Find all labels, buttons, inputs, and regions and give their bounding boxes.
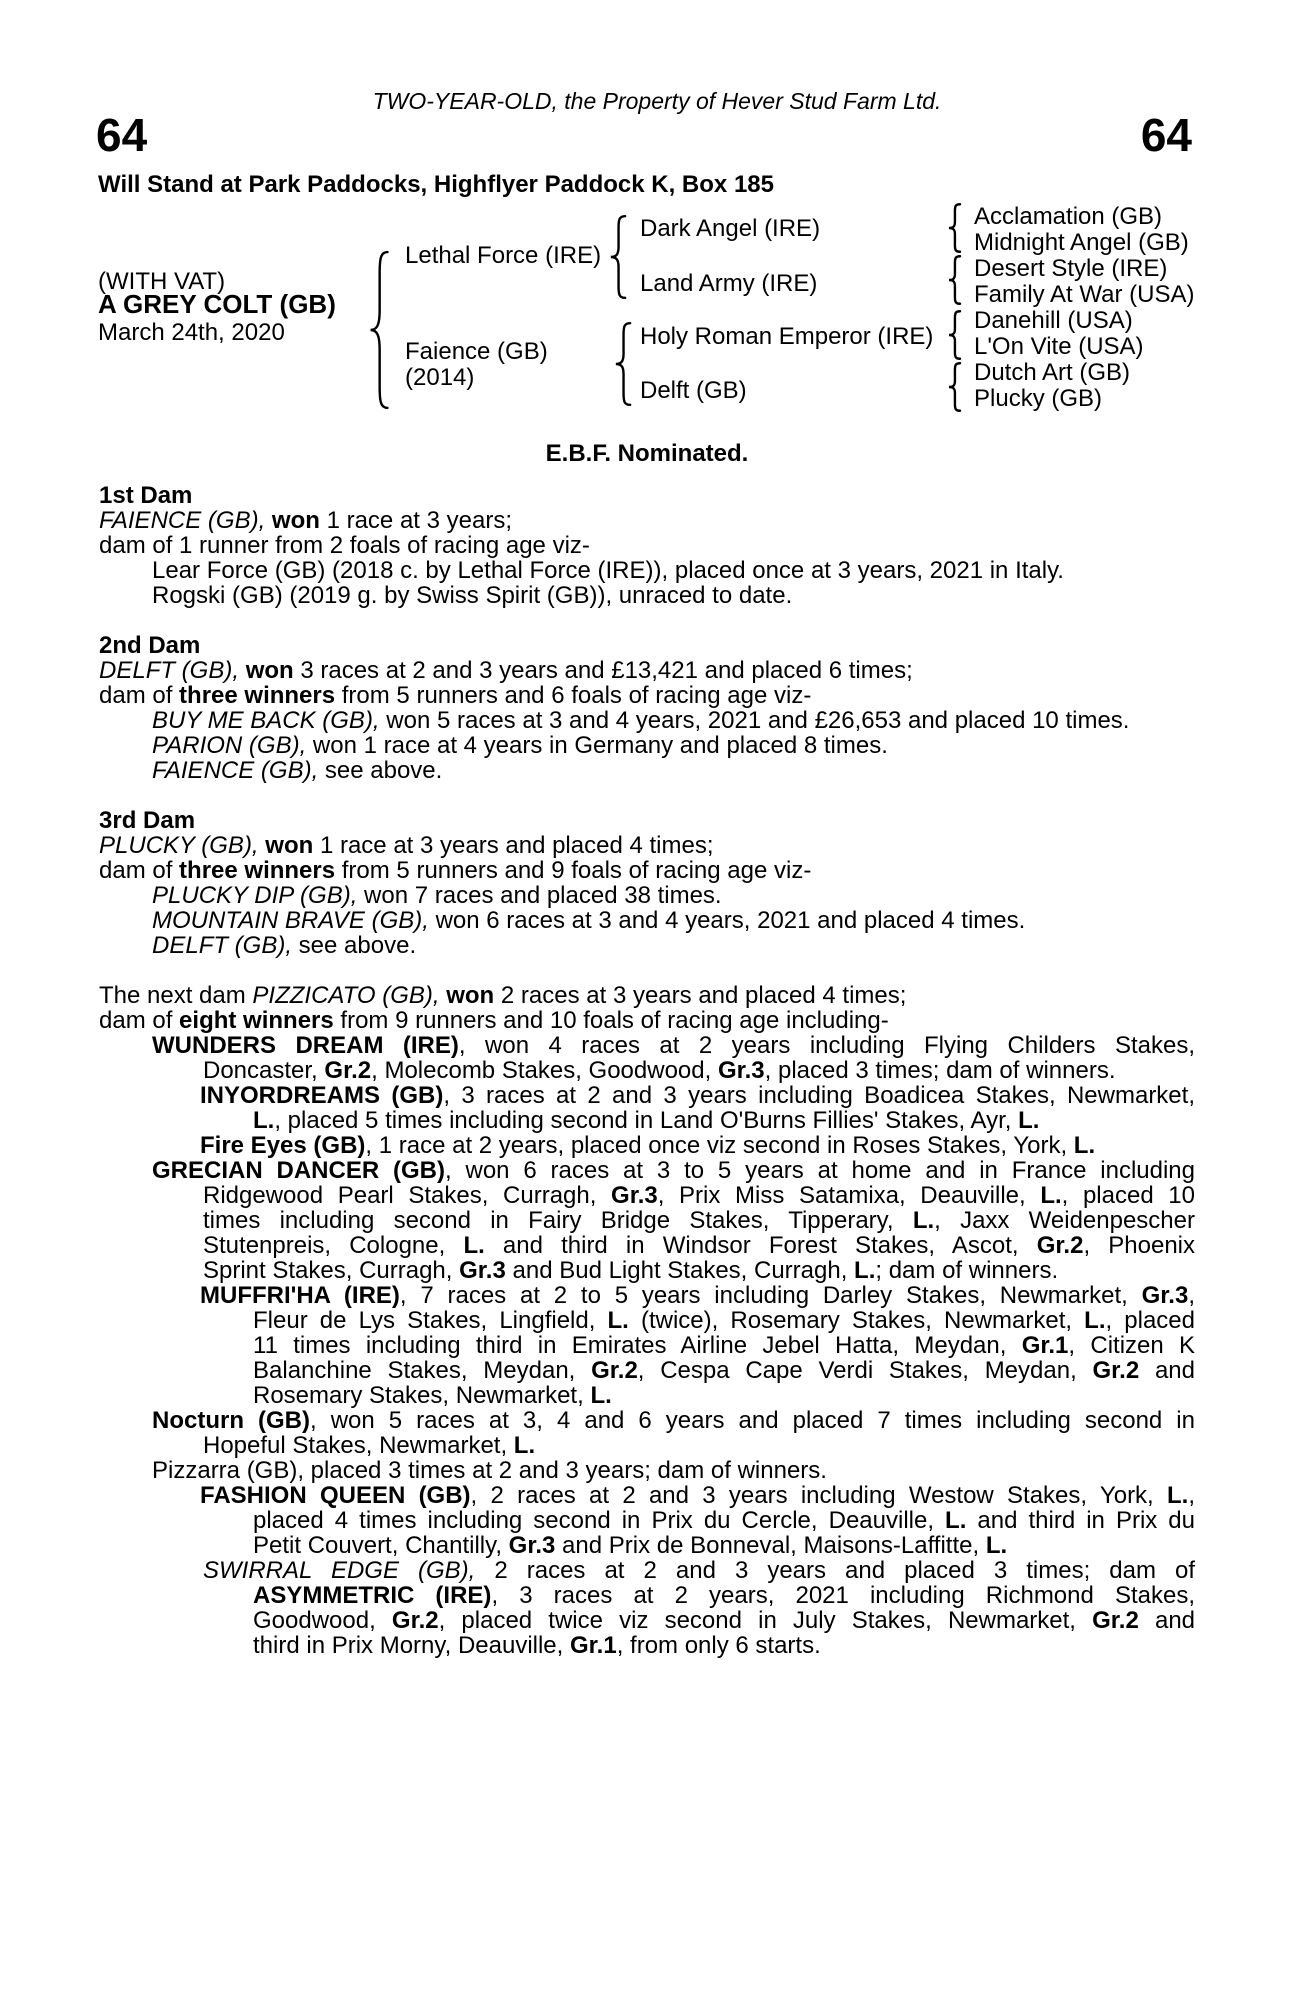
brace-icon — [612, 321, 634, 407]
page-title: TWO-YEAR-OLD, the Property of Hever Stud Farm Ltd. — [372, 88, 942, 114]
brace-icon — [607, 214, 629, 300]
catalogue-line: Pizzarra (GB), placed 3 times at 2 and 3 years; dam of winners. — [152, 1457, 827, 1484]
catalogue-line: dam of three winners from 5 runners and 6 foals of racing age viz- — [99, 682, 812, 709]
dam-dam-name: Delft (GB) — [640, 377, 747, 404]
gen3-name: Midnight Angel (GB) — [974, 229, 1189, 256]
catalogue-line: FASHION QUEEN (GB), 2 races at 2 and 3 years including Westow Stakes, York, L., — [200, 1482, 1195, 1509]
catalogue-line: Petit Couvert, Chantilly, Gr.3 and Prix de Bonneval, Maisons-Laffitte, L. — [253, 1532, 1008, 1559]
catalogue-line: MUFFRI'HA (IRE), 7 races at 2 to 5 years including Darley Stakes, Newmarket, Gr.3, — [200, 1282, 1195, 1309]
catalogue-line: 3rd Dam — [99, 807, 196, 834]
sire-name: Lethal Force (IRE) — [405, 242, 602, 269]
catalogue-line: Hopeful Stakes, Newmarket, L. — [203, 1432, 536, 1459]
lot-number-right: 64 — [1140, 109, 1192, 161]
catalogue-line: dam of eight winners from 9 runners and 10 foals of racing age including- — [99, 1007, 889, 1034]
foaling-date: March 24th, 2020 — [98, 319, 285, 346]
catalogue-line: L., placed 5 times including second in Land O'Burns Fillies' Stakes, Ayr, L. — [253, 1107, 1040, 1134]
catalogue-line: Stutenpreis, Cologne, L. and third in Windsor Forest Stakes, Ascot, Gr.2, Phoenix — [203, 1232, 1195, 1259]
gen3-name: Desert Style (IRE) — [974, 255, 1168, 282]
catalogue-line: times including second in Fairy Bridge Stakes, Tipperary, L., Jaxx Weidenpescher — [203, 1207, 1195, 1234]
catalogue-line: Sprint Stakes, Curragh, Gr.3 and Bud Light Stakes, Curragh, L.; dam of winners. — [203, 1257, 1059, 1284]
catalogue-line: INYORDREAMS (GB), 3 races at 2 and 3 years including Boadicea Stakes, Newmarket, — [200, 1082, 1195, 1109]
gen3-name: Family At War (USA) — [974, 281, 1195, 308]
catalogue-line: Lear Force (GB) (2018 c. by Lethal Force (IRE)), placed once at 3 years, 2021 in Italy. — [152, 557, 1064, 584]
catalogue-line: 2nd Dam — [99, 632, 201, 659]
catalogue-line: FAIENCE (GB), see above. — [152, 757, 443, 784]
catalogue-line: PLUCKY (GB), won 1 race at 3 years and placed 4 times; — [99, 832, 714, 859]
catalogue-line: MOUNTAIN BRAVE (GB), won 6 races at 3 and 4 years, 2021 and placed 4 times. — [152, 907, 1026, 934]
catalogue-line: PARION (GB), won 1 race at 4 years in Germany and placed 8 times. — [152, 732, 888, 759]
catalogue-line: Fleur de Lys Stakes, Lingfield, L. (twice), Rosemary Stakes, Newmarket, L., placed — [253, 1307, 1196, 1334]
sire-dam-name: Land Army (IRE) — [640, 270, 818, 297]
catalogue-line: DELFT (GB), won 3 races at 2 and 3 years and £13,421 and placed 6 times; — [99, 657, 913, 684]
catalogue-line: GRECIAN DANCER (GB), won 6 races at 3 to 5 years at home and in France including — [152, 1157, 1195, 1184]
catalogue-line: SWIRRAL EDGE (GB), 2 races at 2 and 3 years and placed 3 times; dam of — [203, 1557, 1196, 1584]
catalogue-line: dam of three winners from 5 runners and 9 foals of racing age viz- — [99, 857, 812, 884]
blank-line — [99, 958, 1195, 983]
horse-name: A GREY COLT (GB) — [98, 289, 336, 319]
catalogue-line: Ridgewood Pearl Stakes, Curragh, Gr.3, Prix Miss Satamixa, Deauville, L., placed 10 — [203, 1182, 1196, 1209]
catalogue-line: ASYMMETRIC (IRE), 3 races at 2 years, 2021 including Richmond Stakes, — [253, 1582, 1195, 1609]
gen3-name: Danehill (USA) — [974, 307, 1133, 334]
catalogue-line: Rogski (GB) (2019 g. by Swiss Spirit (GB)), unraced to date. — [152, 582, 793, 609]
brace-icon — [946, 255, 963, 305]
blank-line — [99, 783, 1195, 808]
ebf-note: E.B.F. Nominated. — [545, 440, 749, 467]
catalogue-line: Balanchine Stakes, Meydan, Gr.2, Cespa Cape Verdi Stakes, Meydan, Gr.2 and — [253, 1357, 1195, 1384]
lot-number-left: 64 — [96, 109, 148, 161]
catalogue-line: Goodwood, Gr.2, placed twice viz second in July Stakes, Newmarket, Gr.2 and — [253, 1607, 1196, 1634]
brace-icon — [946, 362, 963, 412]
catalogue-line: FAIENCE (GB), won 1 race at 3 years; — [99, 507, 512, 534]
gen3-name: Dutch Art (GB) — [974, 359, 1131, 386]
brace-icon — [946, 310, 963, 360]
catalogue-line: Rosemary Stakes, Newmarket, L. — [253, 1382, 612, 1409]
brace-icon — [366, 248, 392, 412]
dam-year: (2014) — [405, 364, 475, 391]
catalogue-line: placed 4 times including second in Prix du Cercle, Deauville, L. and third in Prix du — [253, 1507, 1196, 1534]
brace-icon — [946, 203, 963, 253]
dam-sire-name: Holy Roman Emperor (IRE) — [640, 323, 934, 350]
catalogue-line: Fire Eyes (GB), 1 race at 2 years, placed once viz second in Roses Stakes, York, L. — [200, 1132, 1096, 1159]
vat-note: (WITH VAT) — [98, 268, 226, 295]
stand-location: Will Stand at Park Paddocks, Highflyer Paddock K, Box 185 — [98, 171, 774, 198]
gen3-name: L'On Vite (USA) — [974, 333, 1144, 360]
catalogue-line: third in Prix Morny, Deauville, Gr.1, from only 6 starts. — [253, 1632, 821, 1659]
dam-name: Faience (GB) — [405, 338, 548, 365]
catalogue-line: 11 times including third in Emirates Airline Jebel Hatta, Meydan, Gr.1, Citizen K — [253, 1332, 1196, 1359]
gen3-name: Plucky (GB) — [974, 385, 1103, 412]
catalogue-line: WUNDERS DREAM (IRE), won 4 races at 2 years including Flying Childers Stakes, — [152, 1032, 1195, 1059]
catalogue-line: Doncaster, Gr.2, Molecomb Stakes, Goodwood, Gr.3, placed 3 times; dam of winners. — [203, 1057, 1116, 1084]
catalogue-line: DELFT (GB), see above. — [152, 932, 417, 959]
catalogue-line: dam of 1 runner from 2 foals of racing age viz- — [99, 532, 590, 559]
catalogue-line: The next dam PIZZICATO (GB), won 2 races at 3 years and placed 4 times; — [99, 982, 907, 1009]
sire-sire-name: Dark Angel (IRE) — [640, 215, 821, 242]
catalogue-line: PLUCKY DIP (GB), won 7 races and placed 38 times. — [152, 882, 722, 909]
catalogue-line: 1st Dam — [99, 482, 193, 509]
catalogue-line: BUY ME BACK (GB), won 5 races at 3 and 4 years, 2021 and £26,653 and placed 10 times. — [152, 707, 1130, 734]
catalogue-line: Nocturn (GB), won 5 races at 3, 4 and 6 years and placed 7 times including second in — [152, 1407, 1195, 1434]
blank-line — [99, 608, 1195, 633]
gen3-name: Acclamation (GB) — [974, 203, 1163, 230]
catalogue-text — [99, 483, 1195, 1658]
